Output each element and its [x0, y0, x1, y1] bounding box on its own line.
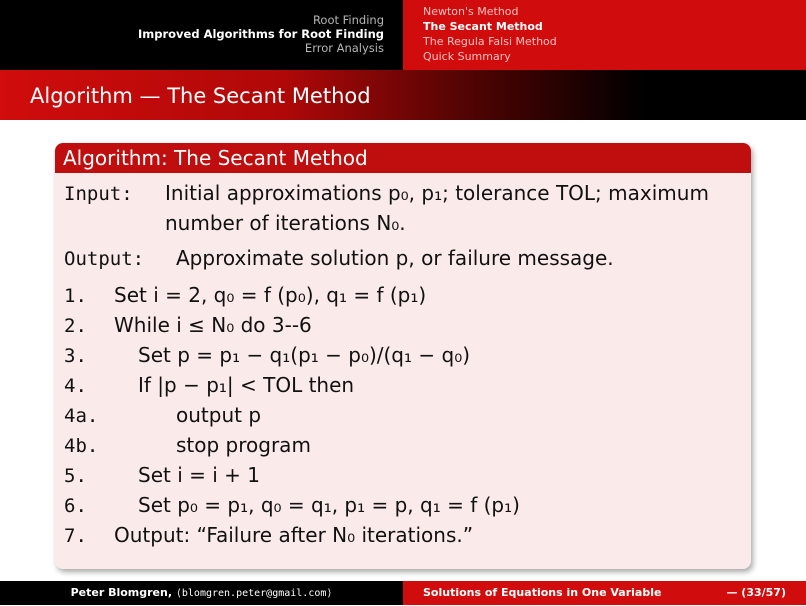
step-text: Set i = 2, q₀ = f (p₀), q₁ = f (p₁)	[114, 283, 427, 307]
step-text: If |p − p₁| < TOL then	[138, 373, 355, 397]
nav-section-error-analysis[interactable]: Error Analysis	[304, 41, 384, 55]
input-label: Input:	[64, 183, 133, 205]
step-number: 2.	[64, 315, 87, 337]
input-text-line-1: Initial approximations p₀, p₁; tolerance TOL; maximum	[165, 181, 709, 205]
footer-bar	[0, 581, 806, 605]
step-number: 4a.	[64, 405, 99, 427]
step-text: Set p₀ = p₁, q₀ = q₁, p₁ = p, q₁ = f (p₁)	[138, 493, 520, 517]
step-text: Output: “Failure after N₀ iterations.”	[114, 523, 474, 547]
section-navigation	[0, 0, 403, 70]
footer-author: Peter Blomgren,	[70, 586, 173, 599]
step-text: stop program	[176, 433, 311, 457]
input-text-line-2: number of iterations N₀.	[165, 211, 406, 235]
step-text: output p	[176, 403, 262, 427]
step-number: 4b.	[64, 435, 99, 457]
output-text: Approximate solution p, or failure message.	[176, 246, 614, 270]
footer-title-area	[403, 581, 806, 605]
subsection-navigation	[403, 0, 806, 70]
nav-subsection-newtons-method[interactable]: Newton's Method	[423, 5, 519, 18]
nav-section-root-finding[interactable]: Root Finding	[312, 13, 384, 27]
step-number: 1.	[64, 285, 87, 307]
footer-talk-title: Solutions of Equations in One Variable	[423, 586, 662, 599]
algorithm-block	[55, 143, 751, 569]
footer-author-area	[0, 581, 403, 605]
step-number: 6.	[64, 495, 87, 517]
header-bar	[0, 0, 806, 70]
nav-section-improved-algorithms[interactable]: Improved Algorithms for Root Finding	[137, 27, 384, 41]
footer-page-number: — (33/57)	[726, 586, 786, 599]
nav-subsection-secant-method[interactable]: The Secant Method	[423, 20, 543, 33]
footer-email: ⟨blomgren.peter@gmail.com⟩	[175, 588, 333, 599]
step-number: 4.	[64, 375, 87, 397]
step-text: Set i = i + 1	[138, 463, 260, 487]
frame-title: Algorithm — The Secant Method	[30, 84, 371, 108]
nav-subsection-quick-summary[interactable]: Quick Summary	[423, 50, 511, 63]
algorithm-block-title: Algorithm: The Secant Method	[55, 143, 751, 173]
output-label: Output:	[64, 248, 145, 270]
step-number: 3.	[64, 345, 87, 367]
step-text: Set p = p₁ − q₁(p₁ − p₀)/(q₁ − q₀)	[138, 343, 471, 367]
step-number: 7.	[64, 525, 87, 547]
step-text: While i ≤ N₀ do 3--6	[114, 313, 312, 337]
step-number: 5.	[64, 465, 87, 487]
nav-subsection-regula-falsi[interactable]: The Regula Falsi Method	[423, 35, 557, 48]
